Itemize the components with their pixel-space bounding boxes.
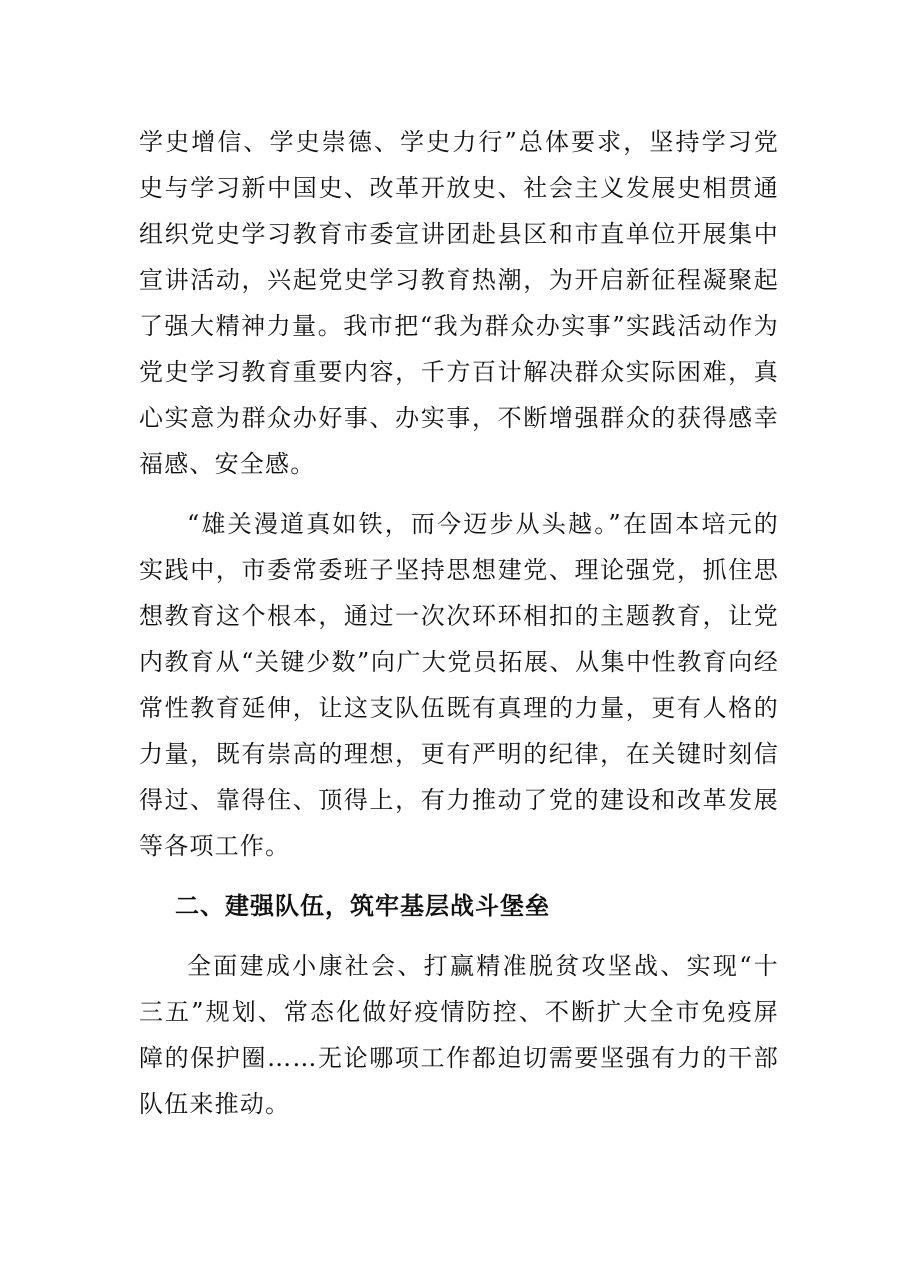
paragraph-3: 全面建成小康社会、打赢精准脱贫攻坚战、实现“十三五”规划、常态化做好疫情防控、不断扩大全市免疫屏障的保护圈……无论哪项工作都迫切需要坚强有力的干部队伍来推动。 [139,952,779,1118]
paragraph-2: “雄关漫道真如铁，而今迈步从头越。”在固本培元的实践中，市委常委班子坚持思想建党、理论强党，抓住思想教育这个根本，通过一次次环环相扣的主题教育，让党内教育从“关键少数”向广大党员拓展、从集中性教育向经常性教育延伸，让这支队伍既有真理的力量，更有人格的力量，既有崇高的理想，更有严明的纪律，在关键时刻信得过、靠得住、顶得上，有力推动了党的建设和改革发展等各项工作。 [139,510,779,860]
paragraph-1: 学史增信、学史崇德、学史力行”总体要求，坚持学习党史与学习新中国史、改革开放史、社会主义发展史相贯通组织党史学习教育市委宣讲团赴县区和市直单位开展集中宣讲活动，兴起党史学习教育热潮，为开启新征程凝聚起了强大精神力量。我市把“我为群众办实事”实践活动作为党史学习教育重要内容，千方百计解决群众实际困难，真心实意为群众办好事、办实事，不断增强群众的获得感幸福感、安全感。 [139,128,779,478]
section-heading: 二、建强队伍，筑牢基层战斗堡垒 [175,892,550,920]
document-body [139,119,779,1127]
